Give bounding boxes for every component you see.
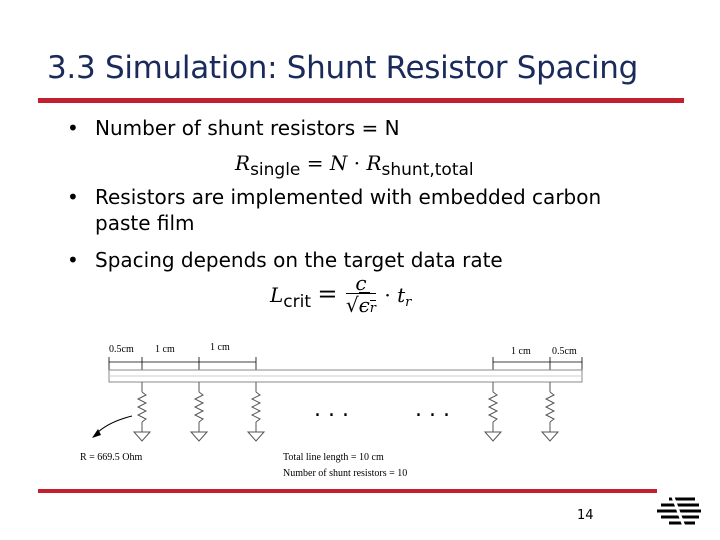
equation-l-crit [270, 273, 411, 320]
bullet-item [67, 184, 602, 236]
bullet-text: Spacing depends on the target data rate [95, 248, 503, 272]
eq-symbol: = [317, 280, 338, 308]
bullet-item [67, 247, 503, 273]
bullet-dot: • [67, 248, 79, 272]
eq-symbol: R [235, 151, 251, 175]
eq-symbol: N [329, 151, 348, 175]
resistor-icon [542, 382, 558, 441]
eq-symbol: L [270, 283, 284, 307]
total-length-label: Total line length = 10 cm [283, 452, 384, 463]
spacing-label: 0.5cm [109, 344, 134, 355]
bullet-dot: • [67, 185, 79, 209]
resistance-label: R = 669.5 Ohm [80, 452, 143, 463]
eq-symbol: · [384, 283, 391, 307]
eq-subscript: r [405, 295, 412, 310]
ellipsis: . . . [415, 397, 450, 422]
arrow-icon [92, 416, 132, 438]
resistor-count-label: Number of shunt resistors = 10 [283, 468, 408, 479]
page-number: 14 [577, 508, 594, 523]
eq-fraction [346, 273, 376, 320]
eq-numerator: c [346, 273, 376, 294]
bullet-text: Number of shunt resistors = N [95, 116, 400, 140]
dimension-lines [109, 357, 582, 370]
logo-icon [655, 495, 705, 531]
eq-sqrt: √ [345, 293, 359, 317]
spacing-label: 0.5cm [552, 346, 577, 357]
bullet-text: Resistors are implemented with embedded carbon [95, 185, 602, 209]
bullet-text: paste film [95, 211, 195, 235]
resistor-icon [191, 382, 207, 441]
eq-subscript: r [369, 301, 377, 316]
ellipsis: . . . [314, 397, 349, 422]
bullet-dot: • [67, 116, 79, 140]
resistor-icon [248, 382, 264, 441]
eq-symbol: ϵ [358, 293, 370, 317]
bullet-item [67, 115, 400, 141]
eq-subscript: single [250, 160, 301, 180]
eq-subscript: crit [283, 292, 312, 312]
shunt-resistor-diagram [78, 338, 588, 483]
eq-symbol: t [397, 283, 406, 307]
spacing-label: 1 cm [511, 346, 531, 357]
spacing-label: 1 cm [210, 342, 230, 353]
equation-r-single [235, 151, 474, 180]
eq-denominator [346, 294, 376, 320]
eq-symbol: · [353, 151, 361, 175]
eq-symbol: = [306, 151, 324, 175]
slide-title: 3.3 Simulation: Shunt Resistor Spacing [47, 50, 638, 86]
title-divider [38, 98, 684, 103]
footer-divider [38, 489, 657, 493]
eq-subscript: shunt,total [381, 160, 474, 180]
eq-symbol: R [366, 151, 382, 175]
spacing-label: 1 cm [155, 344, 175, 355]
resistor-icon [134, 382, 150, 441]
resistor-icon [485, 382, 501, 441]
